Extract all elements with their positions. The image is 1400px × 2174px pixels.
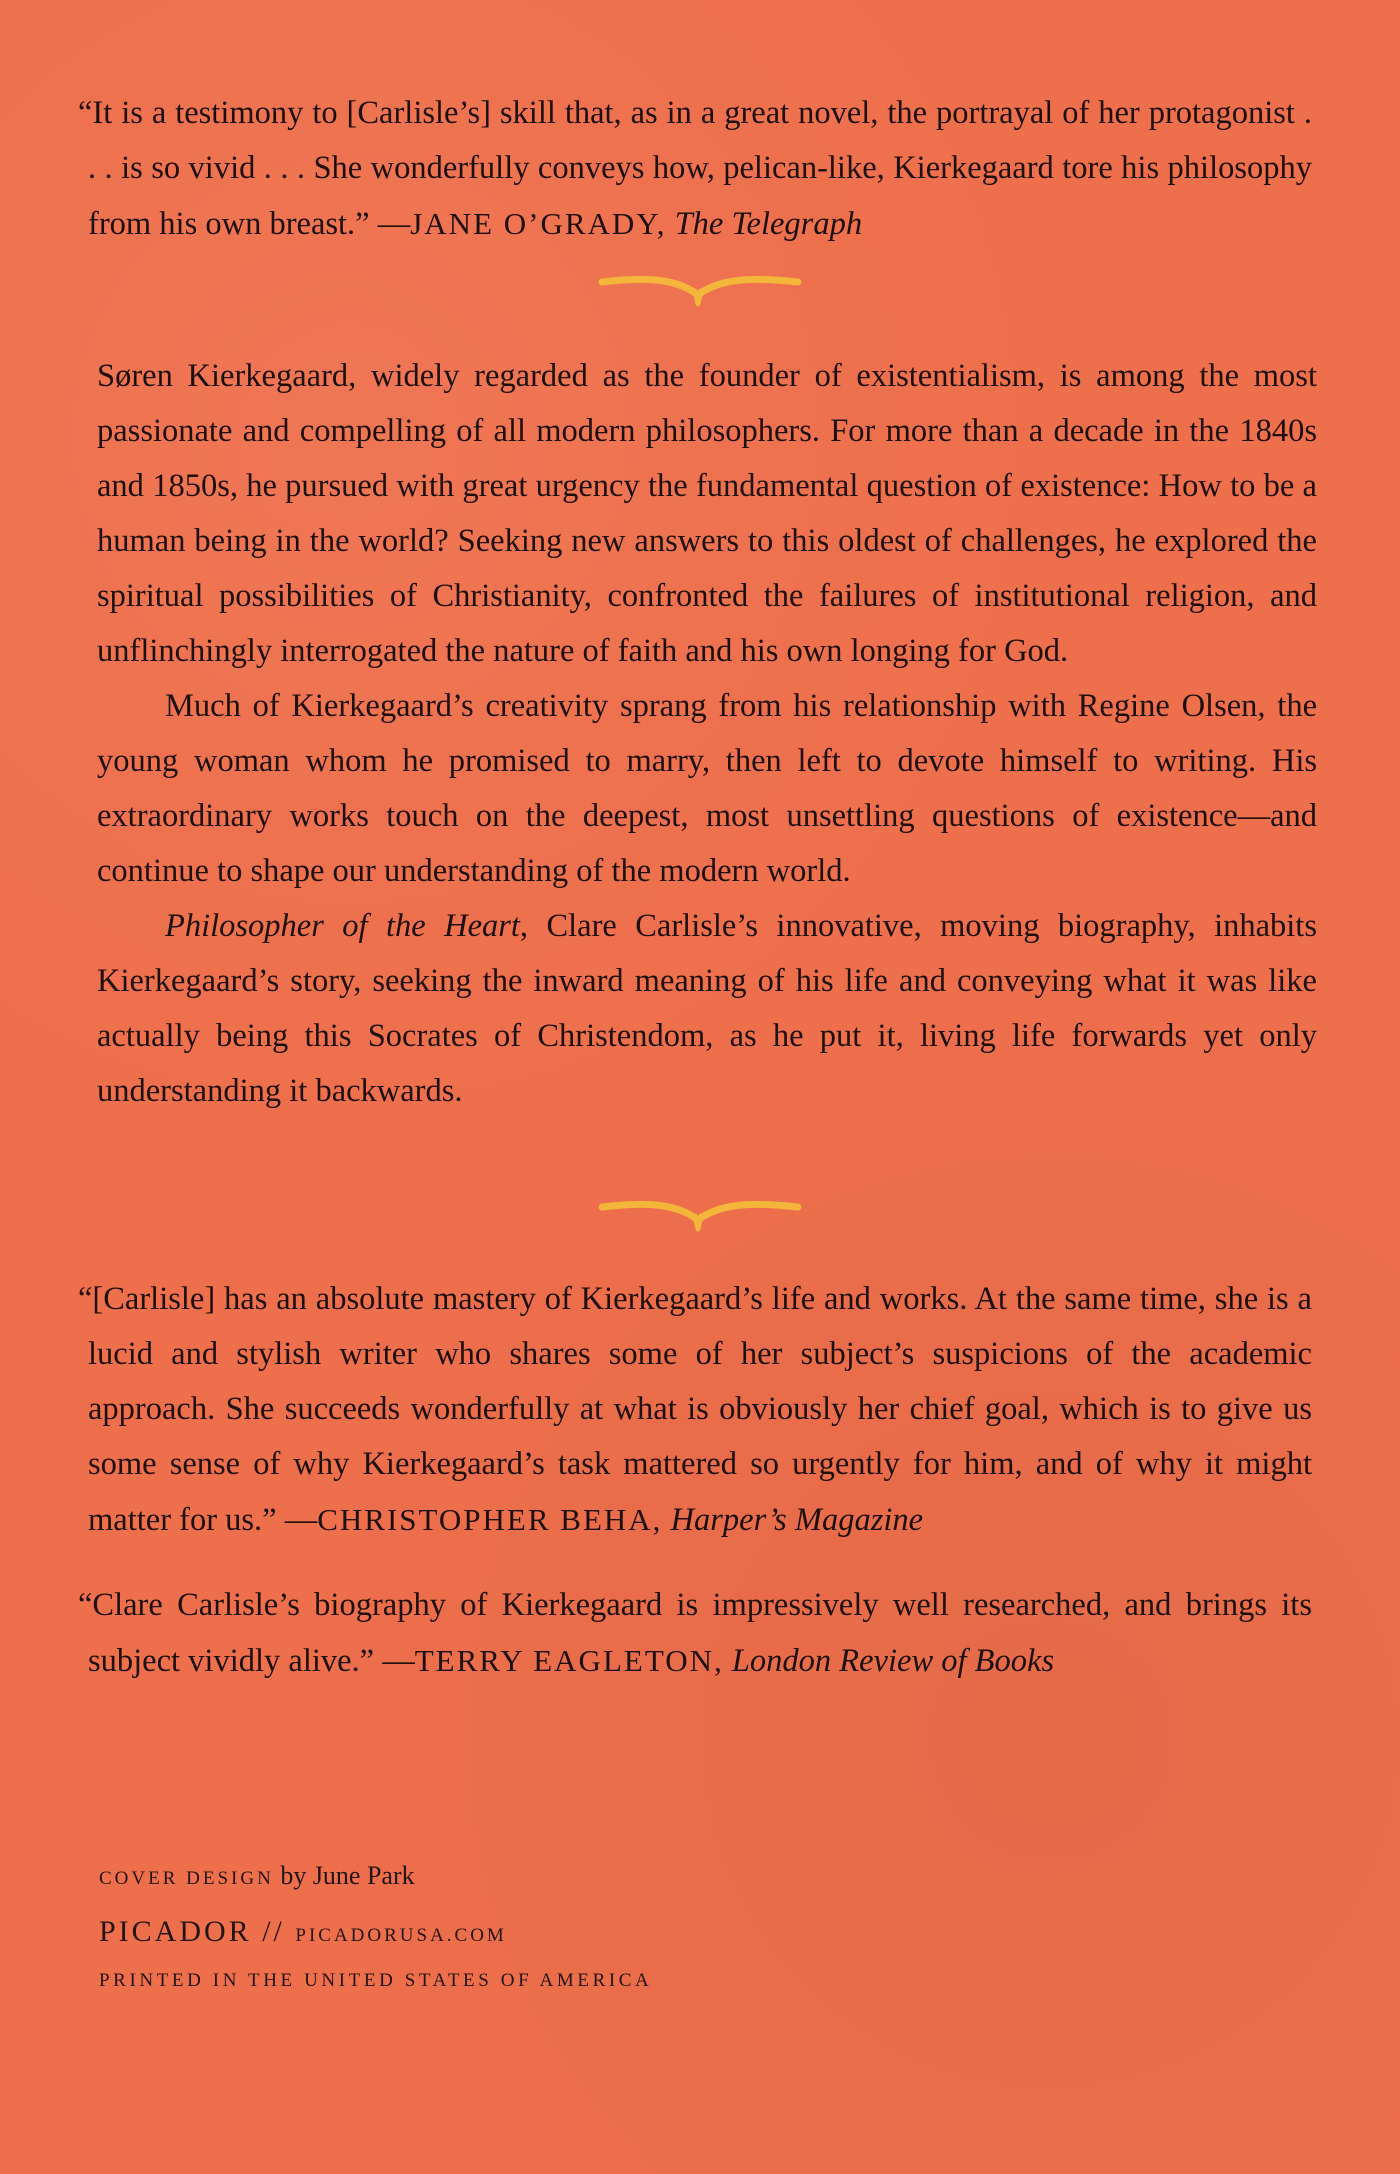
book-title: Philosopher of the Heart — [165, 908, 520, 944]
quote-text: “[Carlisle] has an absolute mastery of Kierkegaard’s life and works. At the same time, she is a lucid and stylish writer who shares some of her subject’s suspicions of the academic approach. She succeeds wonderfully at what is obviously her chief goal, which is to give us some sense of why Kierkegaard’s task mattered so urgently for him, and of why it might matter for us.” — — [78, 1281, 1312, 1538]
publisher-line — [99, 1911, 899, 1957]
printed-in: PRINTED IN THE UNITED STATES OF AMERICA — [99, 1970, 653, 1991]
flourish-ornament-icon — [598, 270, 802, 308]
review-quote-ogrady — [78, 86, 1312, 252]
quote-author: TERRY EAGLETON, — [414, 1643, 724, 1678]
cover-design-credit — [99, 1855, 899, 1900]
paragraph-3-text: , Clare Carlisle’s innovative, moving biography, inhabits Kierkegaard’s story, seeking the inward meaning of his life and conveying what it was like actually being this Socrates of Christendom, as he put it, living life forwards yet only understanding it backwards. — [97, 908, 1317, 1109]
quote-source: London Review of Books — [731, 1643, 1055, 1679]
quote-text: “It is a testimony to [Carlisle’s] skill that, as in a great novel, the portrayal of her protagonist . . . is so vivid . . . She wonderfully conveys how, pelican-like, Kierkegaard tore his philosophy from his own breast.” — — [78, 95, 1312, 242]
publisher-name: PICADOR — [99, 1915, 252, 1948]
description-paragraph-1: Søren Kierkegaard, widely regarded as the founder of existentialism, is among the most passionate and compelling of all modern philosophers. For more than a decade in the 1840s and 1850s, he pursued with great urgency the fundamental question of existence: How to be a human being in the world? Seeking new answers to this oldest of challenges, he explored the spiritual possibilities of Christianity, confronted the failures of institutional religion, and unflinchingly interrogated the nature of faith and his own longing for God. — [97, 358, 1317, 669]
quote-source: The Telegraph — [674, 206, 863, 242]
book-description — [97, 349, 1317, 1119]
publisher-website: PICADORUSA.COM — [295, 1925, 507, 1946]
description-paragraph-2: Much of Kierkegaard’s creativity sprang from his relationship with Regine Olsen, the young woman whom he promised to marry, then left to devote himself to writing. His extraordinary works touch on the deepest, most unsettling questions of existence—and continue to shape our understanding of the modern world. — [97, 688, 1317, 889]
review-quote-beha — [78, 1272, 1312, 1548]
quote-source: Harper’s Magazine — [670, 1502, 924, 1538]
credits — [99, 1855, 899, 1995]
quote-text: “Clare Carlisle’s biography of Kierkegaard is impressively well researched, and brings its subject vividly alive.” — — [78, 1587, 1312, 1679]
quote-author: CHRISTOPHER BEHA, — [317, 1502, 663, 1537]
quote-author: JANE O’GRADY, — [410, 206, 667, 241]
review-quote-eagleton — [78, 1578, 1312, 1689]
publisher-separator: // — [251, 1915, 296, 1948]
flourish-ornament-icon — [598, 1195, 802, 1233]
cover-design-label: COVER DESIGN — [99, 1868, 274, 1889]
cover-designer: by June Park — [273, 1861, 415, 1890]
description-paragraph-3 — [97, 899, 1317, 1119]
